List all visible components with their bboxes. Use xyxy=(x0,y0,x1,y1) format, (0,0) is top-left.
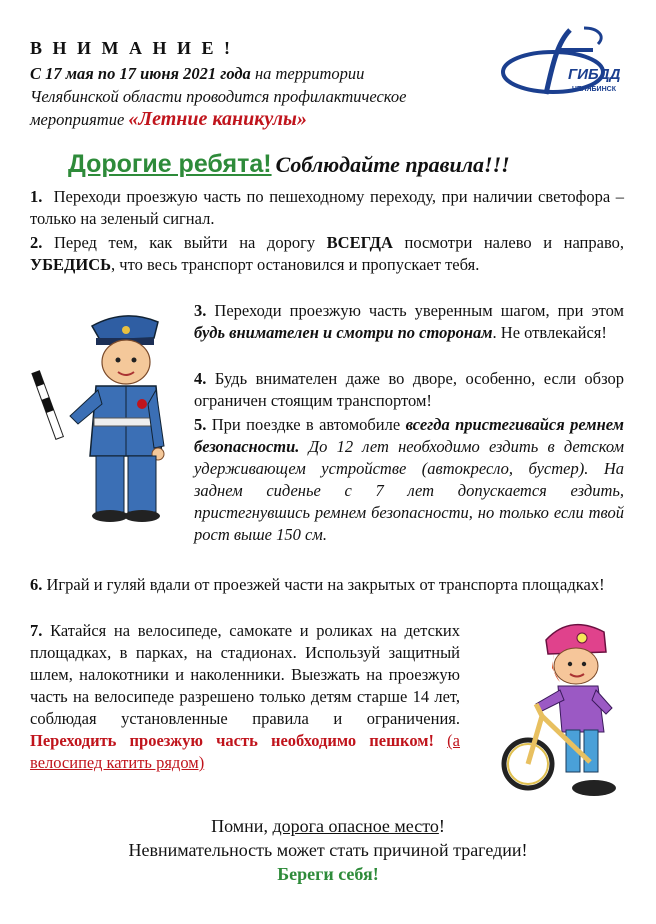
announcement-line1: на территории xyxy=(250,64,365,83)
child-cyclist-icon xyxy=(500,612,630,804)
rule-3 xyxy=(194,300,624,344)
greeting-kids: Дорогие ребята! xyxy=(68,150,272,178)
footer-text: ! xyxy=(438,816,445,836)
rule-text: Переходи проезжую часть уверенным шагом, при этом xyxy=(206,301,624,320)
footer-line-3: Береги себя! xyxy=(277,864,379,884)
traffic-officer-illustration xyxy=(30,306,190,524)
traffic-officer-icon xyxy=(30,306,190,524)
footer-line-2: Невнимательность может стать причиной трагедии! xyxy=(128,840,528,860)
attention-heading: В Н И М А Н И Е ! xyxy=(30,38,233,58)
rule-text: посмотри налево и направо, xyxy=(392,233,625,252)
footer-text: Помни, xyxy=(211,816,273,836)
rule-5 xyxy=(194,414,624,546)
rule-2 xyxy=(30,232,624,276)
rule-emphasis: ВСЕГДА xyxy=(326,233,393,252)
rule-emphasis: всегда пристегивайся ремнем безопасности. xyxy=(194,415,624,456)
rule-text: Катайся на велосипеде, самокате и роликах на детских площадках, в парках, на стадионах. Используй защитный шлем, налокотники и наколенники. Выезжать на проезжую часть на велосипеде разрешено только детям старше 14 лет, соблюдая установленные правила и ограничения. xyxy=(30,621,460,728)
rule-7 xyxy=(30,620,460,774)
rule-4 xyxy=(194,368,624,412)
event-name: «Летние каникулы» xyxy=(128,108,307,130)
rule-warning: Переходить проезжую часть необходимо пешком! xyxy=(30,731,435,750)
rule-text: До 12 лет необходимо ездить в детском удерживающем устройстве (автокресло, бустер). На заднем сиденье с 7 лет допускается ездить, пристегнувшись ремнем безопасности, но только если твой рост выше 150 см. xyxy=(194,437,624,544)
rule-number: 5. xyxy=(194,415,207,434)
rule-text: Играй и гуляй вдали от проезжей части на закрытых от транспорта площадках! xyxy=(42,575,605,594)
rule-number: 6. xyxy=(30,575,43,594)
announcement xyxy=(30,62,500,131)
rule-number: 1. xyxy=(30,187,43,206)
greeting-line xyxy=(68,150,510,179)
rule-1 xyxy=(30,186,624,230)
rule-text: . Не отвлекайся! xyxy=(492,323,607,342)
campaign-dates: С 17 мая по 17 июня 2021 года xyxy=(30,64,251,83)
rule-number: 3. xyxy=(194,301,207,320)
rule-text: Переходи проезжую часть по пешеходному переходу, при наличии светофора – только на зеленый сигнал. xyxy=(30,187,624,228)
rule-number: 2. xyxy=(30,233,43,252)
rule-emphasis: будь внимателен и смотри по сторонам xyxy=(194,323,493,342)
gibdd-logo xyxy=(498,22,628,102)
rule-text: Перед тем, как выйти на дорогу xyxy=(53,233,327,252)
footer-line-1 xyxy=(0,816,656,837)
announcement-line2: Челябинской области проводится профилактическое xyxy=(30,87,407,106)
greeting-rules: Соблюдайте правила!!! xyxy=(275,152,510,177)
rule-note: (а велосипед катить рядом) xyxy=(30,731,460,772)
logo-text: ГИБДД xyxy=(568,66,621,83)
rule-text: , что весь транспорт остановился и пропускает тебя. xyxy=(111,255,480,274)
child-cyclist-illustration xyxy=(500,612,630,804)
rule-number: 4. xyxy=(194,369,207,388)
logo-city: ЧЕЛЯБИНСК xyxy=(572,86,616,93)
footer-underlined: дорога опасное место xyxy=(272,816,439,836)
rule-6 xyxy=(30,574,624,596)
rule-number: 7. xyxy=(30,621,43,640)
rule-text: При поездке в автомобиле xyxy=(206,415,406,434)
announcement-line3: мероприятие xyxy=(30,110,129,129)
rule-text: Будь внимателен даже во дворе, особенно, если обзор ограничен стоящим транспортом! xyxy=(194,369,624,410)
rule-emphasis: УБЕДИСЬ xyxy=(30,255,112,274)
